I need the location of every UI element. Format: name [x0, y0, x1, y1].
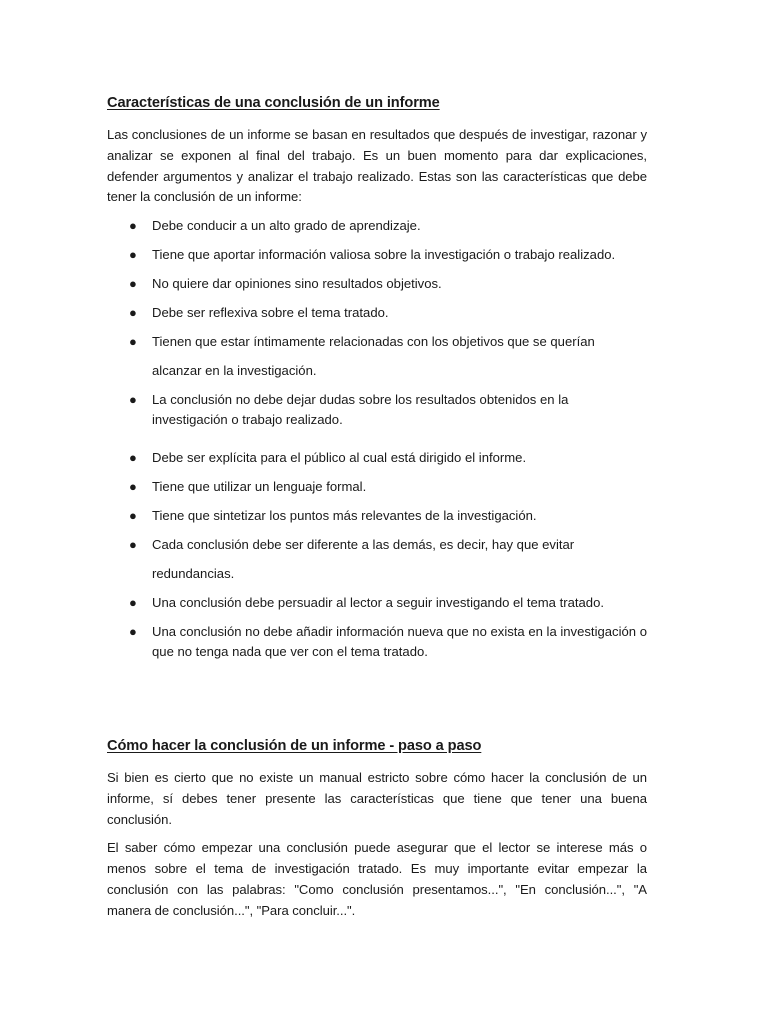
list-item — [107, 477, 647, 497]
list-item — [107, 593, 647, 613]
body-paragraph: El saber cómo empezar una conclusión puede asegurar que el lector se interese más o menos sobre el tema de investigación tratado. Es muy importante evitar empezar la conclusión con las palabras: "Como conclusión presentamos...", "En conclusión...", "A manera de conclusión...", "Para concluir...". — [107, 840, 647, 918]
bullet-icon: ● — [129, 305, 137, 321]
bullet-icon: ● — [129, 508, 137, 524]
list-item-text: Una conclusión no debe añadir información nueva que no exista en la investigación o que no tenga nada que ver con el tema tratado. — [152, 624, 647, 660]
list-item-text: Debe ser reflexiva sobre el tema tratado. — [152, 305, 389, 321]
list-item — [107, 531, 647, 588]
bullet-icon: ● — [129, 537, 137, 553]
section-heading: Características de una conclusión de un informe — [107, 95, 440, 111]
bullet-icon: ● — [129, 624, 137, 640]
list-item-text: Debe ser explícita para el público al cual está dirigido el informe. — [152, 450, 527, 466]
characteristics-list — [107, 216, 647, 662]
bullet-icon: ● — [129, 479, 137, 495]
bullet-icon: ● — [129, 391, 137, 407]
list-item-text: Cada conclusión debe ser diferente a las demás, es decir, hay que evitar redundancias. — [152, 537, 575, 581]
list-item-text: Tiene que sintetizar los puntos más relevantes de la investigación. — [152, 508, 537, 524]
bullet-icon: ● — [129, 247, 137, 263]
section-characteristics — [107, 92, 647, 671]
bullet-icon: ● — [129, 334, 137, 350]
list-item-text: La conclusión no debe dejar dudas sobre los resultados obtenidos en la investigación o trabajo realizado. — [152, 391, 569, 428]
list-item — [107, 245, 647, 265]
list-item — [107, 506, 647, 526]
list-item-text: Tiene que aportar información valiosa sobre la investigación o trabajo realizado. — [152, 247, 616, 263]
list-item — [107, 448, 647, 468]
list-item — [107, 328, 647, 385]
bullet-icon: ● — [129, 276, 137, 292]
list-item — [107, 274, 647, 294]
bullet-icon: ● — [129, 450, 137, 466]
list-item-text: Tienen que estar íntimamente relacionadas con los objetivos que se querían alcanzar en la investigación. — [152, 334, 595, 378]
list-item-text: Tiene que utilizar un lenguaje formal. — [152, 479, 367, 495]
list-item-text: No quiere dar opiniones sino resultados objetivos. — [152, 276, 442, 292]
list-item — [107, 303, 647, 323]
section-heading: Cómo hacer la conclusión de un informe - paso a paso — [107, 738, 482, 754]
list-item-text: Debe conducir a un alto grado de aprendizaje. — [152, 218, 421, 234]
section-how-to — [107, 735, 647, 930]
bullet-icon: ● — [129, 218, 137, 234]
intro-paragraph: Las conclusiones de un informe se basan en resultados que después de investigar, razonar y analizar se exponen al final del trabajo. Es un buen momento para dar explicaciones, defender argumentos y analizar el trabajo realizado. Estas son las características que debe tener la conclusión de un informe: — [107, 127, 647, 205]
list-item-text: Una conclusión debe persuadir al lector a seguir investigando el tema tratado. — [152, 595, 605, 611]
list-item — [107, 216, 647, 236]
body-paragraph: Si bien es cierto que no existe un manual estricto sobre cómo hacer la conclusión de un informe, sí debes tener presente las características que tiene que tener una buena conclusión. — [107, 770, 647, 827]
list-item — [107, 390, 647, 430]
list-item — [107, 622, 647, 662]
bullet-icon: ● — [129, 595, 137, 611]
